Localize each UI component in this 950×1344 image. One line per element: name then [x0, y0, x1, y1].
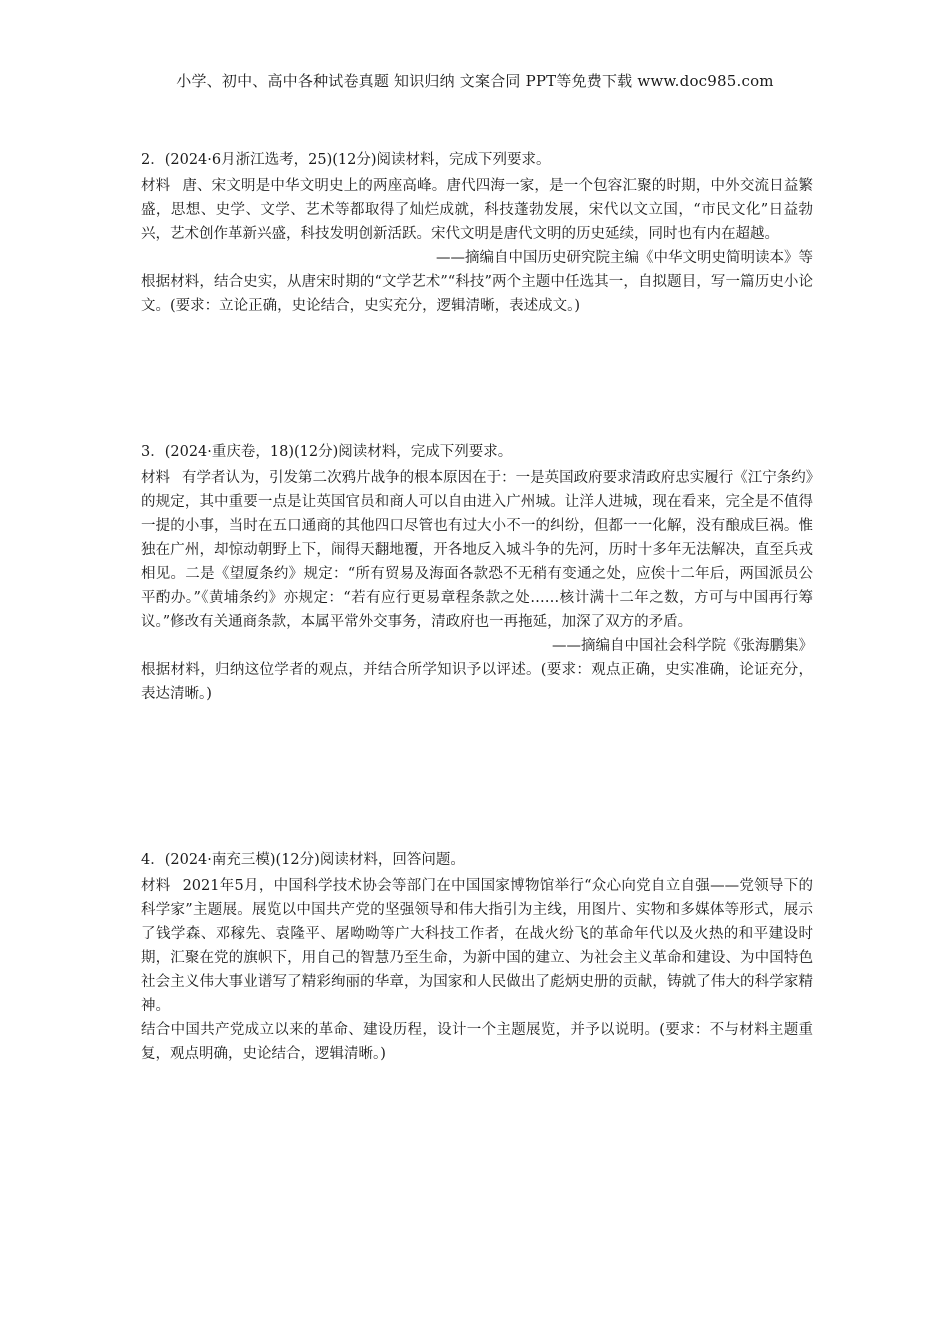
material-source: ——摘编自中国社会科学院《张海鹏集》: [552, 638, 813, 654]
question-4: [141, 848, 813, 1066]
material-paragraph: [141, 874, 813, 1018]
material-label: 材料: [141, 470, 171, 486]
material-label: 材料: [141, 178, 171, 194]
material-label: 材料: [141, 878, 171, 894]
question-2: [141, 148, 813, 318]
question-title: 3．(2024·重庆卷，18)(12分)阅读材料，完成下列要求。: [141, 444, 513, 460]
question-title: 2．(2024·6月浙江选考，25)(12分)阅读材料，完成下列要求。: [141, 152, 551, 168]
material-text: 2021年5月，中国科学技术协会等部门在中国国家博物馆举行“众心向党自立自强——党领导下的科学家”主题展。展览以中国共产党的坚强领导和伟大指引为主线，用图片、实物和多媒体等形式，展示了钱学森、邓稼先、袁隆平、屠呦呦等广大科技工作者，在战火纷飞的革命年代以及火热的和平建设时期，汇聚在党的旗帜下，用自己的智慧乃至生命，为新中国的建立、为社会主义革命和建设、为中国特色社会主义伟大事业谱写了精彩绚丽的华章，为国家和人民做出了彪炳史册的贡献，铸就了伟大的科学家精神。: [141, 878, 813, 1014]
material-paragraph: [141, 466, 813, 634]
material-text: 唐、宋文明是中华文明史上的两座高峰。唐代四海一家，是一个包容汇聚的时期，中外交流日益繁盛，思想、史学、文学、艺术等都取得了灿烂成就，科技蓬勃发展，宋代以文立国，“市民文化”日益勃兴，艺术创作革新兴盛，科技发明创新活跃。宋代文明是唐代文明的历史延续，同时也有内在超越。: [141, 178, 813, 242]
question-task: 根据材料，归纳这位学者的观点，并结合所学知识予以评述。(要求：观点正确，史实准确，论证充分，表达清晰。): [141, 662, 813, 702]
question-title: 4．(2024·南充三模)(12分)阅读材料，回答问题。: [141, 852, 465, 868]
question-task: 根据材料，结合史实，从唐宋时期的“文学艺术”“科技”两个主题中任选其一，自拟题目，写一篇历史小论文。(要求：立论正确，史论结合，史实充分，逻辑清晰，表述成文。): [141, 274, 813, 314]
material-text: 有学者认为，引发第二次鸦片战争的根本原因在于：一是英国政府要求清政府忠实履行《江宁条约》的规定，其中重要一点是让英国官员和商人可以自由进入广州城。让洋人进城，现在看来，完全是不值得一提的小事，当时在五口通商的其他四口尽管也有过大小不一的纠纷，但都一一化解，没有酿成巨祸。惟独在广州，却惊动朝野上下，闹得天翻地覆，开各地反入城斗争的先河，历时十多年无法解决，直至兵戎相见。二是《望厦条约》规定：“所有贸易及海面各款恐不无稍有变通之处，应俟十二年后，两国派员公平酌办。”《黄埔条约》亦规定：“若有应行更易章程条款之处……核计满十二年之数，方可与中国再行筹议。”修改有关通商条款，本属平常外交事务，清政府也一再拖延，加深了双方的矛盾。: [141, 470, 814, 630]
question-task: 结合中国共产党成立以来的革命、建设历程，设计一个主题展览，并予以说明。(要求：不与材料主题重复，观点明确，史论结合，逻辑清晰。): [141, 1022, 813, 1062]
question-3: [141, 440, 813, 706]
material-paragraph: [141, 174, 813, 246]
page-header: 小学、初中、高中各种试卷真题 知识归纳 文案合同 PPT等免费下载 www.doc985.com: [176, 72, 774, 90]
material-source: ——摘编自中国历史研究院主编《中华文明史简明读本》等: [436, 250, 813, 266]
